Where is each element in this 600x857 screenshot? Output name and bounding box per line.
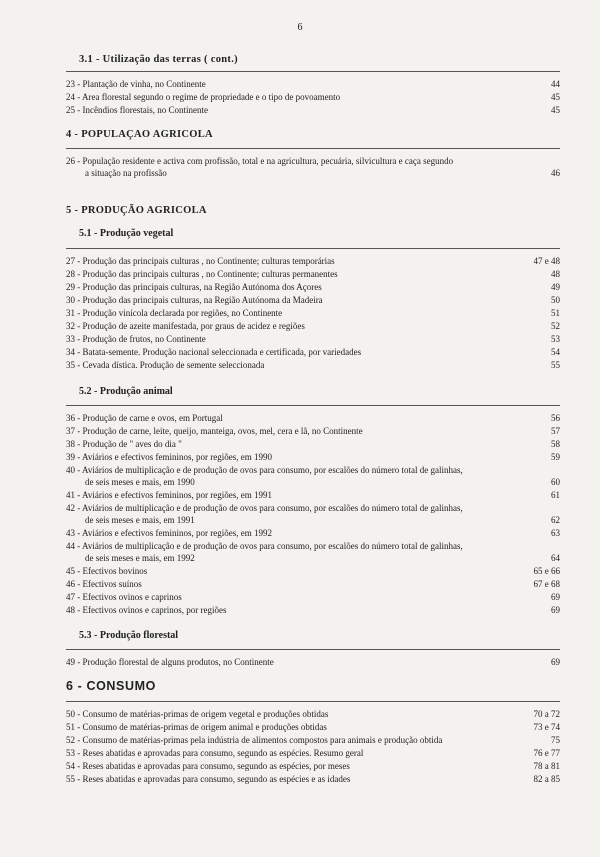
entry-title: 41 - Aviários e efectivos femininos, por regiões, em 1991 [66, 490, 273, 500]
entry-page: 69 [551, 605, 560, 615]
entry-title: 52 - Consumo de matérias-primas pela indústria de alimentos compostos para animais e produção obtida [66, 735, 443, 745]
toc-entry [66, 438, 560, 450]
entry-title: 43 - Aviários e efectivos femininos, por regiões, em 1992 [66, 528, 273, 538]
divider [66, 701, 560, 702]
entry-title: 31 - Produção vinícola declarada por regiões, no Continente [66, 308, 283, 318]
entry-title: 50 - Consumo de matérias-primas de origem vegetal e produções obtidas [66, 709, 329, 719]
toc-entry [66, 294, 560, 306]
toc-entry [66, 734, 560, 746]
toc-entry [66, 346, 560, 358]
entry-title: 26 - População residente e activa com profissão, total e na agricultura, pecuária, silvicultura e caça segundo [66, 156, 454, 166]
section-title-5: 5 - PRODUÇÃO AGRICOLA [66, 205, 207, 216]
toc-entry [66, 565, 560, 577]
entry-page: 64 [551, 553, 560, 563]
entry-title: 29 - Produção das principais culturas, na Região Autónoma dos Açores [66, 282, 322, 292]
toc-entry [66, 425, 560, 437]
section-title-5-1: 5.1 - Produção vegetal [79, 228, 174, 239]
entry-title: 55 - Reses abatidas e aprovadas para consumo, segundo as espécies e as idades [66, 774, 351, 784]
entry-title: 40 - Aviários de multiplicação e de produção de ovos para consumo, por escalões do número total de galinhas, [66, 465, 463, 475]
toc-entry [66, 760, 560, 772]
entry-page: 45 [551, 105, 560, 115]
section-title-3-1: 3.1 - Utilização das terras ( cont.) [79, 54, 238, 65]
toc-entry [66, 464, 560, 488]
entry-title: 46 - Efectivos suínos [66, 579, 142, 589]
entry-page: 75 [551, 735, 560, 745]
entry-title: 34 - Batata-semente. Produção nacional seleccionada e certificada, por variedades [66, 347, 362, 357]
toc-entry [66, 747, 560, 759]
toc-entry [66, 578, 560, 590]
entry-page: 60 [551, 477, 560, 487]
entry-page: 47 e 48 [533, 256, 560, 266]
entry-title: 23 - Plantação de vinha, no Continente [66, 79, 206, 89]
entry-page: 59 [551, 452, 560, 462]
entry-page: 45 [551, 92, 560, 102]
divider [66, 248, 560, 249]
entry-title: 47 - Efectivos ovinos e caprinos [66, 592, 182, 602]
entry-page: 67 e 68 [533, 579, 560, 589]
entry-title-continued: a situação na profissão [85, 168, 167, 178]
divider [66, 71, 560, 72]
toc-entry [66, 91, 560, 103]
entry-page: 53 [551, 334, 560, 344]
entry-page: 78 a 81 [533, 761, 560, 771]
entry-title: 25 - Incêndios florestais, no Continente [66, 105, 208, 115]
entry-title: 27 - Produção das principais culturas , no Continente; culturas temporárias [66, 256, 335, 266]
toc-entry [66, 451, 560, 463]
toc-entry [66, 708, 560, 720]
toc-entry [66, 773, 560, 785]
entry-title: 42 - Aviários de multiplicação e de produção de ovos para consumo, por escalões do número total de galinhas, [66, 503, 463, 513]
entry-title: 30 - Produção das principais culturas, na Região Autónoma da Madeira [66, 295, 323, 305]
toc-entry [66, 721, 560, 733]
entry-title: 38 - Produção de " aves do dia " [66, 439, 182, 449]
entry-page: 49 [551, 282, 560, 292]
entry-page: 48 [551, 269, 560, 279]
toc-entry [66, 502, 560, 526]
entry-title-continued: de seis meses e mais, em 1992 [85, 553, 195, 563]
toc-entry [66, 604, 560, 616]
entry-page: 50 [551, 295, 560, 305]
entry-page: 44 [551, 79, 560, 89]
toc-entry [66, 307, 560, 319]
toc-entry [66, 540, 560, 564]
divider [66, 148, 560, 149]
entry-page: 56 [551, 413, 560, 423]
entry-title: 24 - Area florestal segundo o regime de propriedade e o tipo de povoamento [66, 92, 341, 102]
entry-title: 53 - Reses abatidas e aprovadas para consumo, segundo as espécies. Resumo geral [66, 748, 364, 758]
section-title-6: 6 - CONSUMO [66, 679, 156, 693]
entry-title: 45 - Efectivos bovinos [66, 566, 148, 576]
entry-page: 70 a 72 [533, 709, 560, 719]
toc-entry [66, 333, 560, 345]
entry-title: 32 - Produção de azeite manifestada, por graus de acidez e regiões [66, 321, 305, 331]
entry-page: 57 [551, 426, 560, 436]
entry-title: 36 - Produção de carne e ovos, em Portugal [66, 413, 223, 423]
toc-entry [66, 656, 560, 668]
entry-page: 55 [551, 360, 560, 370]
entry-page: 65 e 66 [533, 566, 560, 576]
entry-page: 73 e 74 [533, 722, 560, 732]
entry-page: 54 [551, 347, 560, 357]
toc-entry [66, 412, 560, 424]
entry-title: 33 - Produção de frutos, no Continente [66, 334, 206, 344]
toc-entry [66, 527, 560, 539]
entry-title: 37 - Produção de carne, leite, queijo, manteiga, ovos, mel, cera e lã, no Continente [66, 426, 363, 436]
entry-title: 49 - Produção florestal de alguns produtos, no Continente [66, 657, 274, 667]
entry-title-continued: de seis meses e mais, em 1990 [85, 477, 195, 487]
entry-page: 61 [551, 490, 560, 500]
toc-entry [66, 255, 560, 267]
entry-page: 69 [551, 592, 560, 602]
entry-title: 44 - Aviários de multiplicação e de produção de ovos para consumo, por escalões do número total de galinhas, [66, 541, 463, 551]
toc-entry [66, 104, 560, 116]
entry-page: 62 [551, 515, 560, 525]
entry-title: 54 - Reses abatidas e aprovadas para consumo, segundo as espécies, por meses [66, 761, 350, 771]
section-title-4: 4 - POPULAÇAO AGRICOLA [66, 129, 213, 140]
toc-entry [66, 591, 560, 603]
entry-title: 51 - Consumo de matérias-primas de origem animal e produções obtidas [66, 722, 327, 732]
toc-entry [66, 155, 560, 179]
toc-entry [66, 359, 560, 371]
page-number: 6 [297, 22, 303, 33]
entry-title-continued: de seis meses e mais, em 1991 [85, 515, 195, 525]
toc-entry [66, 78, 560, 90]
entry-page: 82 a 85 [533, 774, 560, 784]
divider [66, 405, 560, 406]
toc-entry [66, 281, 560, 293]
entry-page: 69 [551, 657, 560, 667]
entry-page: 76 e 77 [533, 748, 560, 758]
section-title-5-2: 5.2 - Produção animal [79, 386, 173, 397]
entry-title: 35 - Cevada dística. Produção de semente seleccionada [66, 360, 265, 370]
toc-entry [66, 489, 560, 501]
toc-entry [66, 320, 560, 332]
entry-page: 52 [551, 321, 560, 331]
entry-page: 46 [551, 168, 560, 178]
entry-title: 39 - Aviários e efectivos femininos, por regiões, em 1990 [66, 452, 273, 462]
entry-page: 63 [551, 528, 560, 538]
section-title-5-3: 5.3 - Produção florestal [79, 630, 179, 641]
entry-page: 58 [551, 439, 560, 449]
entry-title: 48 - Efectivos ovinos e caprinos, por regiões [66, 605, 227, 615]
toc-entry [66, 268, 560, 280]
entry-title: 28 - Produção das principais culturas , no Continente; culturas permanentes [66, 269, 338, 279]
entry-page: 51 [551, 308, 560, 318]
divider [66, 649, 560, 650]
